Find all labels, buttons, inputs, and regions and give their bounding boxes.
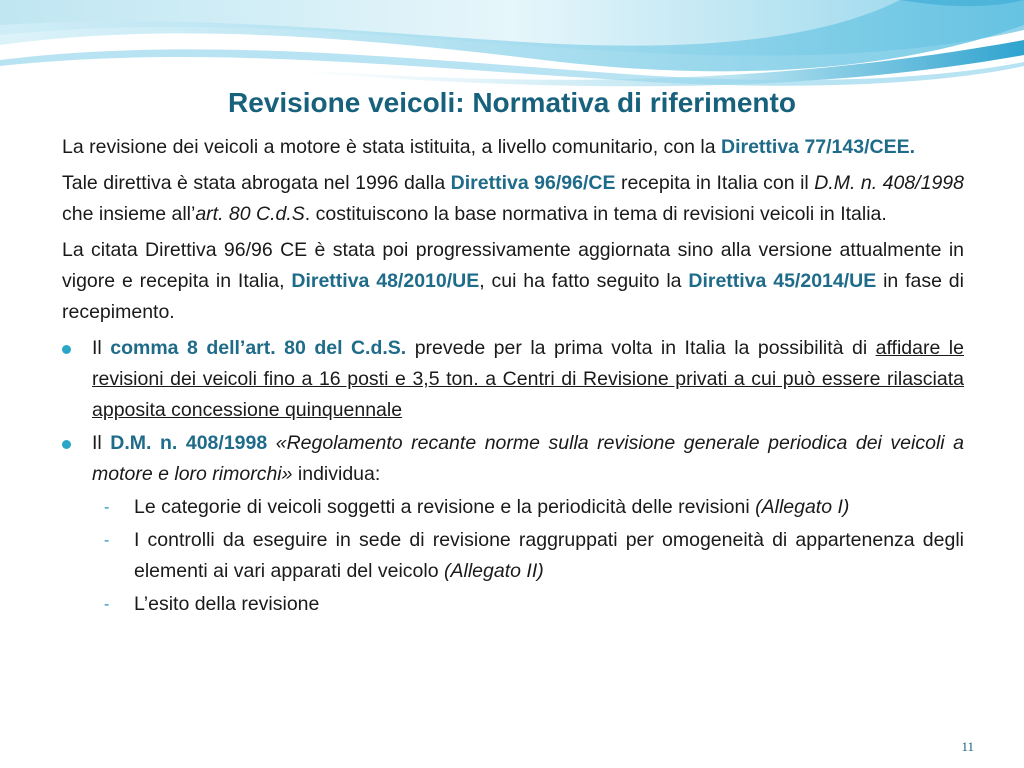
highlight-dm-408: D.M. n. 408/1998 bbox=[110, 432, 268, 454]
text: . bbox=[909, 136, 916, 158]
bullet-item-dm-408 bbox=[62, 428, 964, 490]
highlight-comma-8: comma 8 dell’art. 80 del C.d.S. bbox=[110, 337, 407, 359]
sub-item-esito bbox=[62, 589, 964, 620]
italic-dm-408-1998: D.M. n. 408/1998 bbox=[814, 172, 964, 194]
bullet-dot-icon bbox=[62, 345, 71, 354]
text: recepita in Italia con il bbox=[615, 172, 815, 194]
text: prevede per la prima volta in Italia la possibilità di bbox=[406, 337, 876, 359]
highlight-directive-45-2014: Direttiva 45/2014/UE bbox=[688, 270, 877, 292]
page-number: 11 bbox=[961, 739, 974, 754]
bullet-item-comma-8 bbox=[62, 333, 964, 426]
bullet-dot-icon bbox=[62, 440, 71, 449]
paragraph-abrogation bbox=[62, 168, 964, 230]
italic-allegato-ii: (Allegato II) bbox=[444, 560, 544, 582]
italic-regulation-title: «Regolamento recante norme sulla revisione generale periodica dei veicoli a motore e loro rimorchi» bbox=[92, 432, 964, 485]
highlight-directive-77-143: Direttiva 77/143/CEE bbox=[721, 136, 910, 158]
highlight-directive-48-2010: Direttiva 48/2010/UE bbox=[291, 270, 480, 292]
text bbox=[267, 432, 276, 454]
highlight-directive-96-96: Direttiva 96/96/CE bbox=[450, 172, 616, 194]
text: che insieme all’ bbox=[62, 203, 196, 225]
italic-art-80: art. 80 C.d.S bbox=[195, 203, 305, 225]
text: individua: bbox=[292, 463, 381, 485]
text: Le categorie di veicoli soggetti a revisione e la periodicità delle revisioni bbox=[134, 496, 756, 518]
text: in fase di recepimento. bbox=[62, 270, 964, 323]
paragraph-updates bbox=[62, 235, 964, 328]
text: Il bbox=[92, 337, 111, 359]
dash-bullet: - bbox=[104, 532, 110, 549]
text: I controlli da eseguire in sede di revisione raggruppati per omogeneità di appartenenza degli elementi ai vari apparati del veicolo bbox=[134, 529, 964, 582]
dash-bullet: - bbox=[104, 596, 110, 613]
text: L’esito della revisione bbox=[134, 593, 320, 615]
slide-body bbox=[62, 132, 964, 622]
text: La revisione dei veicoli a motore è stata istituita, a livello comunitario, con la bbox=[62, 136, 721, 158]
italic-allegato-i: (Allegato I) bbox=[755, 496, 850, 518]
text: Tale direttiva è stata abrogata nel 1996 dalla bbox=[62, 172, 451, 194]
paragraph-intro bbox=[62, 132, 964, 163]
sub-item-controlli bbox=[62, 525, 964, 587]
dash-bullet: - bbox=[104, 499, 110, 516]
text: La citata Direttiva 96/96 CE è stata poi progressivamente aggiornata sino alla versione attualmente in vigore e recepita in Italia, bbox=[62, 239, 964, 292]
text: . costituiscono la base normativa in tema di revisioni veicoli in Italia. bbox=[304, 203, 887, 225]
slide-title: Revisione veicoli: Normativa di riferimento bbox=[228, 87, 796, 118]
header-wave-decoration bbox=[0, 0, 1024, 95]
text: Il bbox=[92, 432, 111, 454]
sub-item-categorie bbox=[62, 492, 964, 523]
underlined-text: affidare le revisioni dei veicoli fino a 16 posti e 3,5 ton. a Centri di Revisione privati a cui può essere rilasciata apposita concessione quinquennale bbox=[92, 337, 964, 421]
text: , cui ha fatto seguito la bbox=[479, 270, 689, 292]
